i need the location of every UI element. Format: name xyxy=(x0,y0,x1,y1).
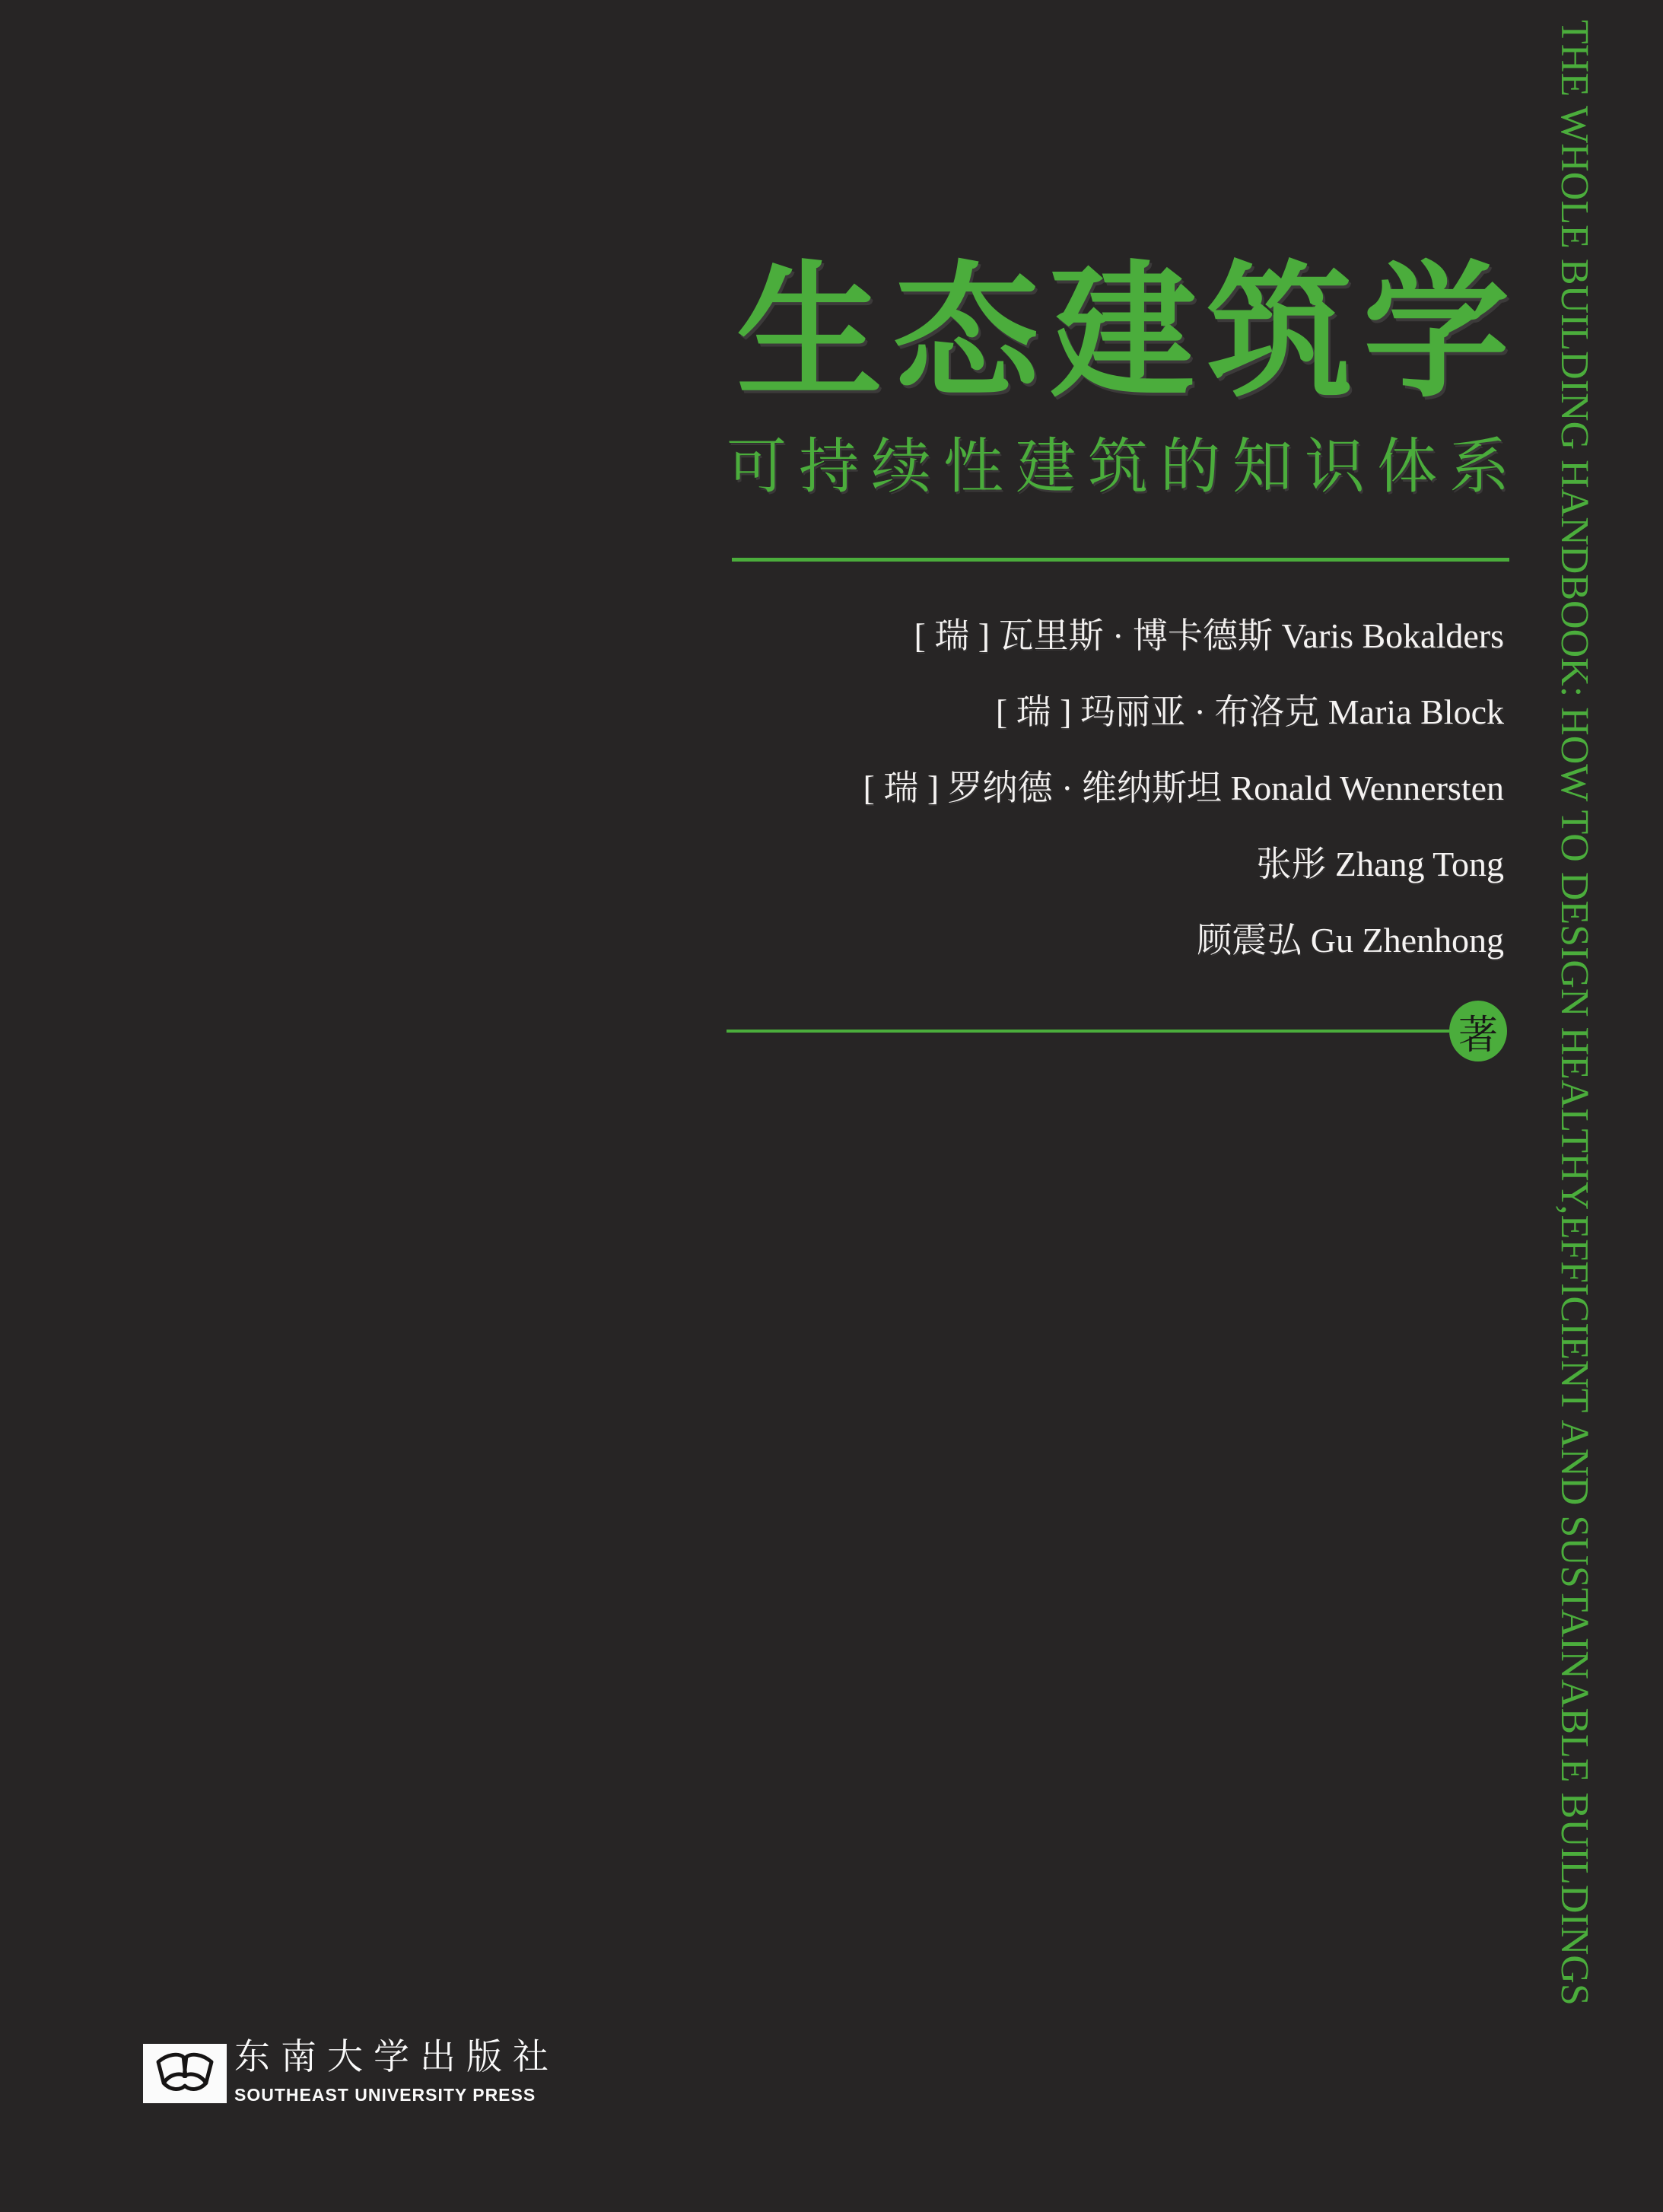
book-subtitle: 可持续性建筑的知识体系 xyxy=(727,434,1522,501)
publisher-logo xyxy=(143,2044,227,2103)
open-book-icon xyxy=(147,2047,223,2100)
publisher-name-cn: 东南大学出版社 xyxy=(234,2038,559,2077)
author-role-badge-label: 著 xyxy=(1458,1014,1498,1058)
author-line: [ 瑞 ] 罗纳德 · 维纳斯坦 Ronald Wennersten xyxy=(863,769,1504,807)
authors-divider-line xyxy=(727,1030,1449,1033)
book-title: 生态建筑学 xyxy=(736,253,1520,415)
author-line: [ 瑞 ] 玛丽亚 · 布洛克 Maria Block xyxy=(995,692,1504,731)
author-line: [ 瑞 ] 瓦里斯 · 博卡德斯 Varis Bokalders xyxy=(914,616,1504,655)
author-list xyxy=(863,598,1505,979)
author-role-badge xyxy=(1449,1001,1507,1061)
author-line: 张彤 Zhang Tong xyxy=(1256,845,1504,883)
english-title-vertical: THE WHOLE BUILDING HANDBOOK: HOW TO DESIGN HEALTHY,EFFICIENT AND SUSTAINABLE BUILDINGS xyxy=(1553,20,1596,2006)
publisher-name-en: SOUTHEAST UNIVERSITY PRESS xyxy=(234,2085,536,2105)
author-line: 顾震弘 Gu Zhenhong xyxy=(1197,921,1504,960)
subtitle-divider-line xyxy=(732,558,1509,562)
